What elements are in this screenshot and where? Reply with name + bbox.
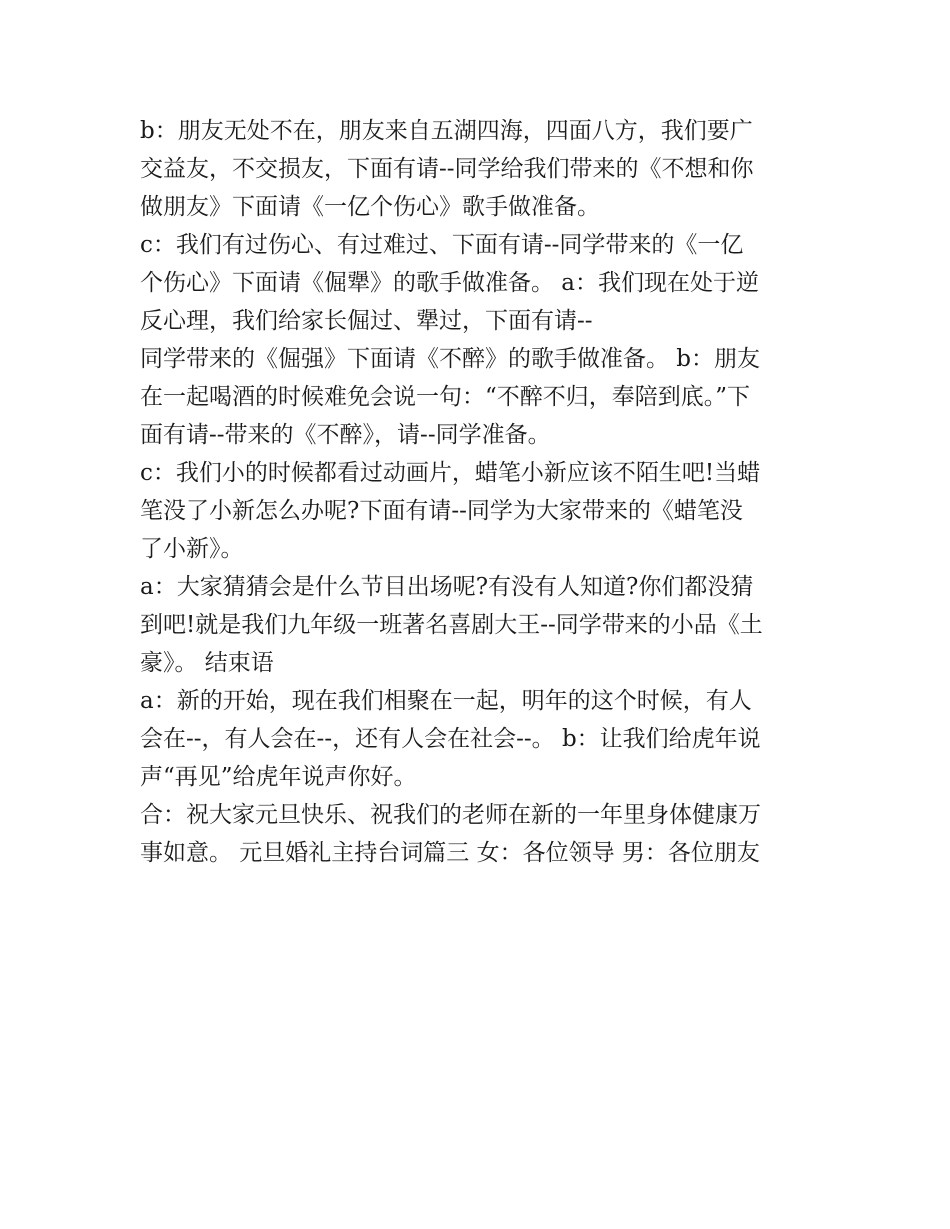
text-line: 面有请--带来的《不醉》，请--同学准备。 <box>140 422 551 448</box>
text-line: b：朋友无处不在，朋友来自五湖四海，四面八方，我们要广 <box>140 118 753 144</box>
text-line: c：我们有过伤心、有过难过、下面有请--同学带来的《一亿 <box>140 232 744 258</box>
text-line: 声“再见”给虎年说声你好。 <box>140 764 417 790</box>
text-line: 做朋友》下面请《一亿个伤心》歌手做准备。 <box>140 194 600 220</box>
text-line: 个伤心》下面请《倔犟》的歌手做准备。 a：我们现在处于逆 <box>140 270 760 296</box>
text-line: 交益友，不交损友，下面有请--同学给我们带来的《不想和你 <box>140 156 754 182</box>
text-line: 反心理，我们给家长倔过、犟过，下面有请-- <box>140 308 593 334</box>
text-line: 豪》。 结束语 <box>140 650 274 676</box>
text-line: a：大家猜猜会是什么节目出场呢?有没有人知道?你们都没猜 <box>140 574 754 600</box>
document-body <box>140 112 812 872</box>
text-line: 会在--，有人会在--，还有人会在社会--。 b：让我们给虎年说 <box>140 726 761 752</box>
text-line: 事如意。 元旦婚礼主持台词篇三 女：各位领导 男：各位朋友 <box>140 840 760 866</box>
text-line: c：我们小的时候都看过动画片，蜡笔小新应该不陌生吧!当蜡 <box>140 460 761 486</box>
text-line: a：新的开始，现在我们相聚在一起，明年的这个时候，有人 <box>140 688 752 714</box>
text-line: 同学带来的《倔强》下面请《不醉》的歌手做准备。 b：朋友 <box>140 346 761 372</box>
text-line: 合：祝大家元旦快乐、祝我们的老师在新的一年里身体健康万 <box>140 802 761 828</box>
text-line: 在一起喝酒的时候难免会说一句：“不醉不归，奉陪到底。”下 <box>140 384 751 410</box>
text-line: 到吧!就是我们九年级一班著名喜剧大王--同学带来的小品《土 <box>140 612 763 638</box>
text-line: 了小新》。 <box>140 536 244 562</box>
text-line: 笔没了小新怎么办呢?下面有请--同学为大家带来的《蜡笔没 <box>140 498 743 524</box>
